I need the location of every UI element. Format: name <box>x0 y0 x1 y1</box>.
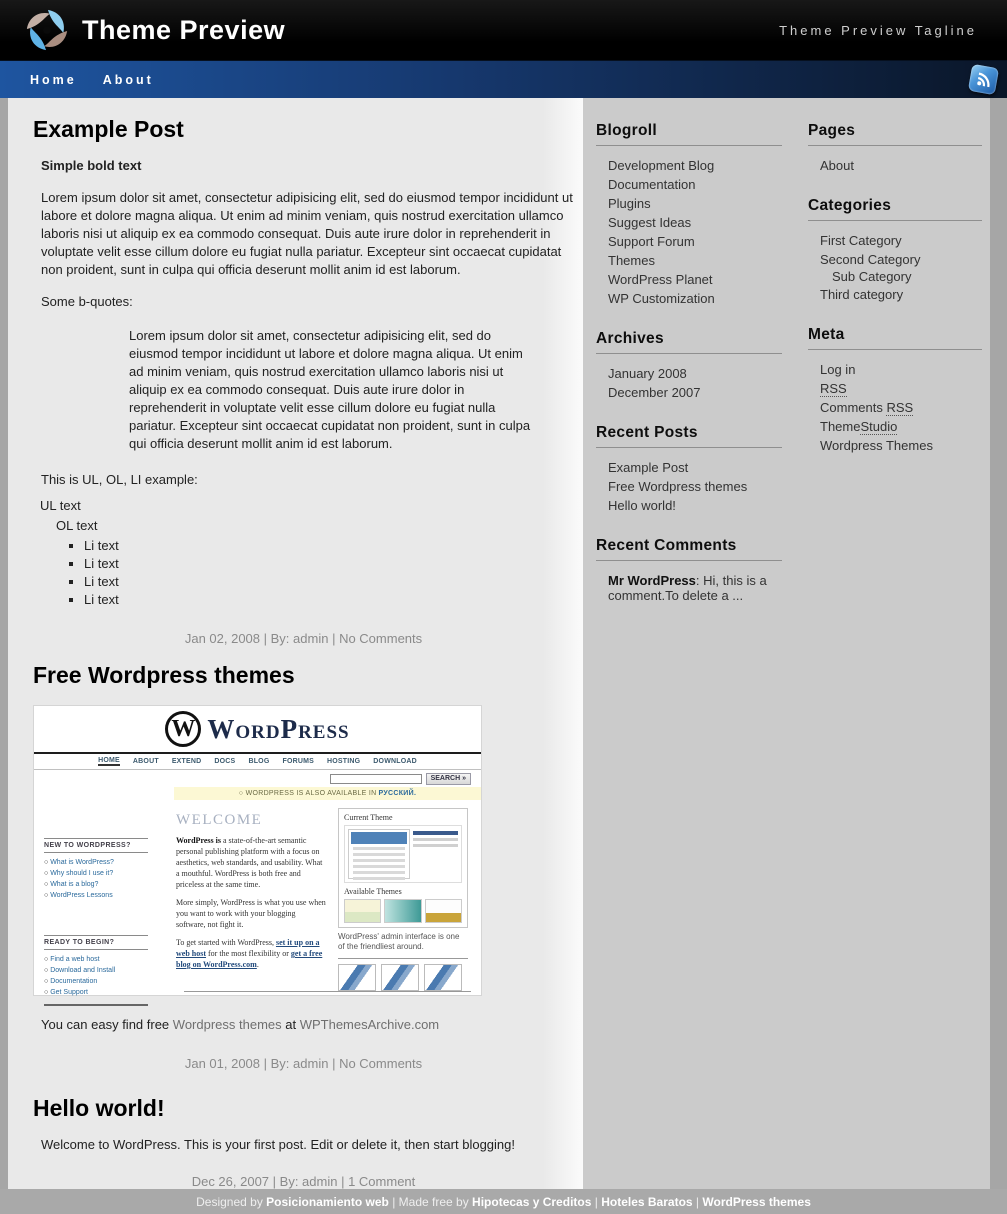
wp-bottom-rule <box>184 991 471 992</box>
post3-comments-link[interactable]: 1 Comment <box>348 1174 416 1189</box>
pages-heading: Pages <box>808 122 982 146</box>
categories-heading: Categories <box>808 197 982 221</box>
themestudio-link[interactable]: ThemeStudio <box>820 419 898 434</box>
nav-about[interactable]: About <box>102 72 154 87</box>
footer-link-hipotecas[interactable]: Hipotecas y Creditos <box>472 1194 592 1209</box>
recent-comments-heading: Recent Comments <box>596 537 782 561</box>
wp-welcome-heading: WELCOME <box>176 812 263 828</box>
post-title-free-themes[interactable]: Free Wordpress themes <box>33 662 295 688</box>
blogroll-link[interactable]: Themes <box>608 253 655 268</box>
footer-link-wordpress-themes[interactable]: WordPress themes <box>702 1194 811 1209</box>
blogroll-link[interactable]: Plugins <box>608 196 651 211</box>
post1-quotes-label: Some b-quotes: <box>41 294 133 309</box>
recent-posts-list <box>596 458 782 515</box>
wp-search-input <box>330 774 422 784</box>
sidebar-area <box>583 98 990 1189</box>
wp-nav-blog: BLOG <box>248 758 270 765</box>
page-link-about[interactable]: About <box>820 158 854 173</box>
main-column <box>8 98 583 1189</box>
archive-link[interactable]: January 2008 <box>608 366 687 381</box>
wp-available-themes-thumbnails <box>344 899 462 923</box>
post1-comments-link[interactable]: No Comments <box>339 631 423 646</box>
wp-nav-download: DOWNLOAD <box>373 758 417 765</box>
blogroll-link[interactable]: Support Forum <box>608 234 695 249</box>
main-nav <box>0 60 1007 98</box>
wp-shot-search-row <box>34 770 481 787</box>
blogroll-link[interactable]: Suggest Ideas <box>608 215 692 230</box>
post3-paragraph: Welcome to WordPress. This is your first post. Edit or delete it, then start blogging! <box>41 1137 515 1152</box>
rss-feed-icon[interactable] <box>968 64 999 95</box>
blogroll-link[interactable]: Development Blog <box>608 158 715 173</box>
post2-date: Jan 01, 2008 <box>184 1056 261 1071</box>
wordpress-homepage-screenshot <box>33 705 482 996</box>
wp-shot-nav <box>34 754 481 770</box>
wp-nav-hosting: HOSTING <box>327 758 361 765</box>
wp-available-themes-label: Available Themes <box>344 887 402 896</box>
post1-meta: Jan 02, 2008 | By: admin | No Comments <box>184 631 423 646</box>
site-title: Theme Preview <box>82 14 286 45</box>
li-item: ▪ Li text <box>84 573 573 591</box>
recent-comment[interactable] <box>608 573 782 603</box>
categories-list <box>808 231 982 304</box>
category-link[interactable]: Second Category <box>820 252 921 267</box>
nav-home[interactable]: Home <box>30 72 77 87</box>
wp-nav-docs: DOCS <box>214 758 236 765</box>
wp-left-link: Documentation <box>50 978 98 985</box>
blogroll-link[interactable]: WP Customization <box>608 291 715 306</box>
rss-link[interactable]: RSS <box>820 381 847 396</box>
footer-text: | <box>591 1194 602 1209</box>
wp-welcome-p3: To get started with WordPress, set it up on a web host for the most flexibility or get a free blog on WordPress.com. <box>176 938 323 969</box>
site-tagline: Theme Preview Tagline <box>779 22 977 38</box>
post2-comments-link[interactable]: No Comments <box>339 1056 423 1071</box>
site-footer <box>0 1189 1007 1214</box>
wp-left-link: What is WordPress? <box>50 859 114 866</box>
wp-search-button: SEARCH » <box>426 773 471 785</box>
wp-left-rule <box>44 1004 148 1006</box>
blogroll-link[interactable]: WordPress Planet <box>608 272 713 287</box>
category-link[interactable]: Third category <box>820 287 904 302</box>
footer-text: | <box>692 1194 703 1209</box>
wp-current-theme-label: Current Theme <box>344 813 393 822</box>
comments-rss-link[interactable]: Comments RSS <box>820 400 914 415</box>
li-item: ▪ Li text <box>84 537 573 555</box>
wp-admin-caption: WordPress' admin interface is one of the friendliest around. <box>338 932 460 951</box>
post1-list-label: This is UL, OL, LI example: <box>41 472 198 487</box>
archives-list <box>596 364 782 402</box>
wp-nav-about: ABOUT <box>132 758 159 765</box>
post3-date: Dec 26, 2007 <box>191 1174 270 1189</box>
pages-list <box>808 156 982 175</box>
wp-nav-home: HOME <box>98 757 120 764</box>
post1-date: Jan 02, 2008 <box>184 631 261 646</box>
wp-new-heading: NEW TO WORDPRESS? <box>44 838 148 853</box>
wp-left-link: What is a blog? <box>50 881 99 888</box>
wp-freeblog-link: get a free blog on WordPress.com <box>176 949 323 969</box>
wordpress-themes-meta-link[interactable]: Wordpress Themes <box>820 438 933 453</box>
ol-item: OL text <box>56 518 98 533</box>
li-item: ▪ Li text <box>84 591 573 609</box>
meta-list <box>808 360 982 455</box>
content-area <box>8 98 990 1189</box>
wp-theme-column <box>338 804 468 994</box>
post1-bold-text: Simple bold text <box>41 158 142 173</box>
wp-left-link: Get Support <box>50 989 88 996</box>
wp-left-sidebar: NEW TO WORDPRESS? ○ What is WordPress? ○ Why should I use it? ○ What is a blog? ○ WordPress Lessons READY TO BEGIN? ○ Find a web host ○ Download and Install ○ Documentation ○ Get Support <box>44 804 166 994</box>
comment-excerpt: : Hi, this is a comment.To delete a ... <box>608 573 767 603</box>
post2-author: By: admin <box>270 1056 329 1071</box>
wp-left-link: Download and Install <box>50 967 116 974</box>
wp-welcome-p2: More simply, WordPress is what you use when you want to work with your blogging software, not fight it. <box>176 898 326 929</box>
wp-current-theme-thumbnail <box>344 825 462 883</box>
site-logo-swirl-icon <box>24 7 70 53</box>
blogroll-heading: Blogroll <box>596 122 782 146</box>
recent-post-link[interactable]: Hello world! <box>608 498 676 513</box>
wp-left-link: Why should I use it? <box>50 870 114 877</box>
footer-text: Designed by <box>196 1194 267 1209</box>
footer-text: | Made free by <box>388 1194 473 1209</box>
post1-paragraph: Lorem ipsum dolor sit amet, consectetur adipisicing elit, sed do eiusmod tempor incididunt ut labore et dolore magna aliqua. Ut enim ad minim veniam, quis nostrud exercitation ullamco laboris nisi ut aliquip ex ea commodo consequat. Duis aute irure dolor in reprehenderit in voluptate velit esse cillum dolore eu fugiat nulla pariatur. Excepteur sint occaecat cupidatat non proident, sunt in culpa qui officia deserunt mollit anim id est laborum. <box>41 190 573 277</box>
sidebar-primary <box>596 100 782 1189</box>
subcategory-link[interactable]: Sub Category <box>832 269 912 284</box>
wordpress-themes-link[interactable]: Wordpress themes <box>172 1017 282 1032</box>
li-item: ▪ Li text <box>84 555 573 573</box>
blogroll-list <box>596 156 782 308</box>
category-link[interactable]: First Category <box>820 233 902 248</box>
meta-heading: Meta <box>808 326 982 350</box>
wp-shot-body <box>34 800 481 994</box>
post3-meta: Dec 26, 2007 | By: admin | 1 Comment <box>191 1174 416 1189</box>
archive-link[interactable]: December 2007 <box>608 385 701 400</box>
site-header <box>0 0 1007 60</box>
blogroll-link[interactable]: Documentation <box>608 177 696 192</box>
recent-post-link[interactable]: Free Wordpress themes <box>608 479 748 494</box>
footer-link-posicionamiento[interactable]: Posicionamiento web <box>266 1194 389 1209</box>
login-link[interactable]: Log in <box>820 362 856 377</box>
post1-blockquote: Lorem ipsum dolor sit amet, consectetur adipisicing elit, sed do eiusmod tempor incididunt ut labore et dolore magna aliqua. Ut enim ad minim veniam, quis nostrud exercitation ullamco laboris nisi ut aliquip ex ea commodo consequat. Duis aute irure dolor in reprehenderit in voluptate velit esse cillum dolore eu fugiat nulla pariatur. Excepteur sint occaecat cupidatat non proident, sunt in culpa qui officia deserunt mollit anim id est laborum. <box>129 328 531 451</box>
post1-ul <box>33 497 573 609</box>
post1-author: By: admin <box>270 631 329 646</box>
post-title-hello-world[interactable]: Hello world! <box>33 1095 165 1121</box>
wp-nav-extend: EXTEND <box>171 758 202 765</box>
wp-language-notice: ○ WORDPRESS IS ALSO AVAILABLE IN РУССКИЙ. <box>174 787 481 800</box>
post2-paragraph: You can easy find free Wordpress themes at WPThemesArchive.com <box>41 1017 440 1032</box>
comment-author: Mr WordPress <box>608 573 696 588</box>
wp-left-link: WordPress Lessons <box>50 892 113 899</box>
wp-theme-box <box>338 808 468 928</box>
wp-nav-forums: FORUMS <box>282 758 314 765</box>
wordpress-logo-text: WordPress <box>207 713 350 744</box>
wp-notice-link: РУССКИЙ. <box>378 790 417 797</box>
wp-shot-header <box>34 706 481 754</box>
post1-li-list <box>56 537 573 609</box>
post1-ol <box>40 517 573 609</box>
footer-link-hoteles[interactable]: Hoteles Baratos <box>601 1194 693 1209</box>
post3-author: By: admin <box>279 1174 338 1189</box>
sidebar-secondary <box>808 100 982 1189</box>
wp-left-link: Find a web host <box>50 956 100 963</box>
wpthemesarchive-link[interactable]: WPThemesArchive.com <box>299 1017 440 1032</box>
recent-posts-heading: Recent Posts <box>596 424 782 448</box>
wordpress-w-logo-icon: W <box>165 711 201 747</box>
post2-meta: Jan 01, 2008 | By: admin | No Comments <box>184 1056 423 1071</box>
wp-screenshot-thumbnails <box>338 964 468 991</box>
wp-right-divider <box>338 958 468 959</box>
post-title-example-post[interactable]: Example Post <box>33 116 184 142</box>
archives-heading: Archives <box>596 330 782 354</box>
wp-welcome-column: WELCOME WordPress is a state-of-the-art semantic personal publishing platform with a focus on aesthetics, web standards, and usability. What a mouthful. WordPress is both free and priceless at the same time. More simply, WordPress is what you use when you want to work with your blogging software, not fight it. To get started with WordPress, set it up on a web host for the most flexibility or get a free blog on WordPress.com. <box>176 812 326 969</box>
recent-post-link[interactable]: Example Post <box>608 460 689 475</box>
wp-begin-heading: READY TO BEGIN? <box>44 935 148 950</box>
wp-setup-link: set it up on a web host <box>176 938 320 958</box>
ul-item: UL text <box>40 498 81 513</box>
